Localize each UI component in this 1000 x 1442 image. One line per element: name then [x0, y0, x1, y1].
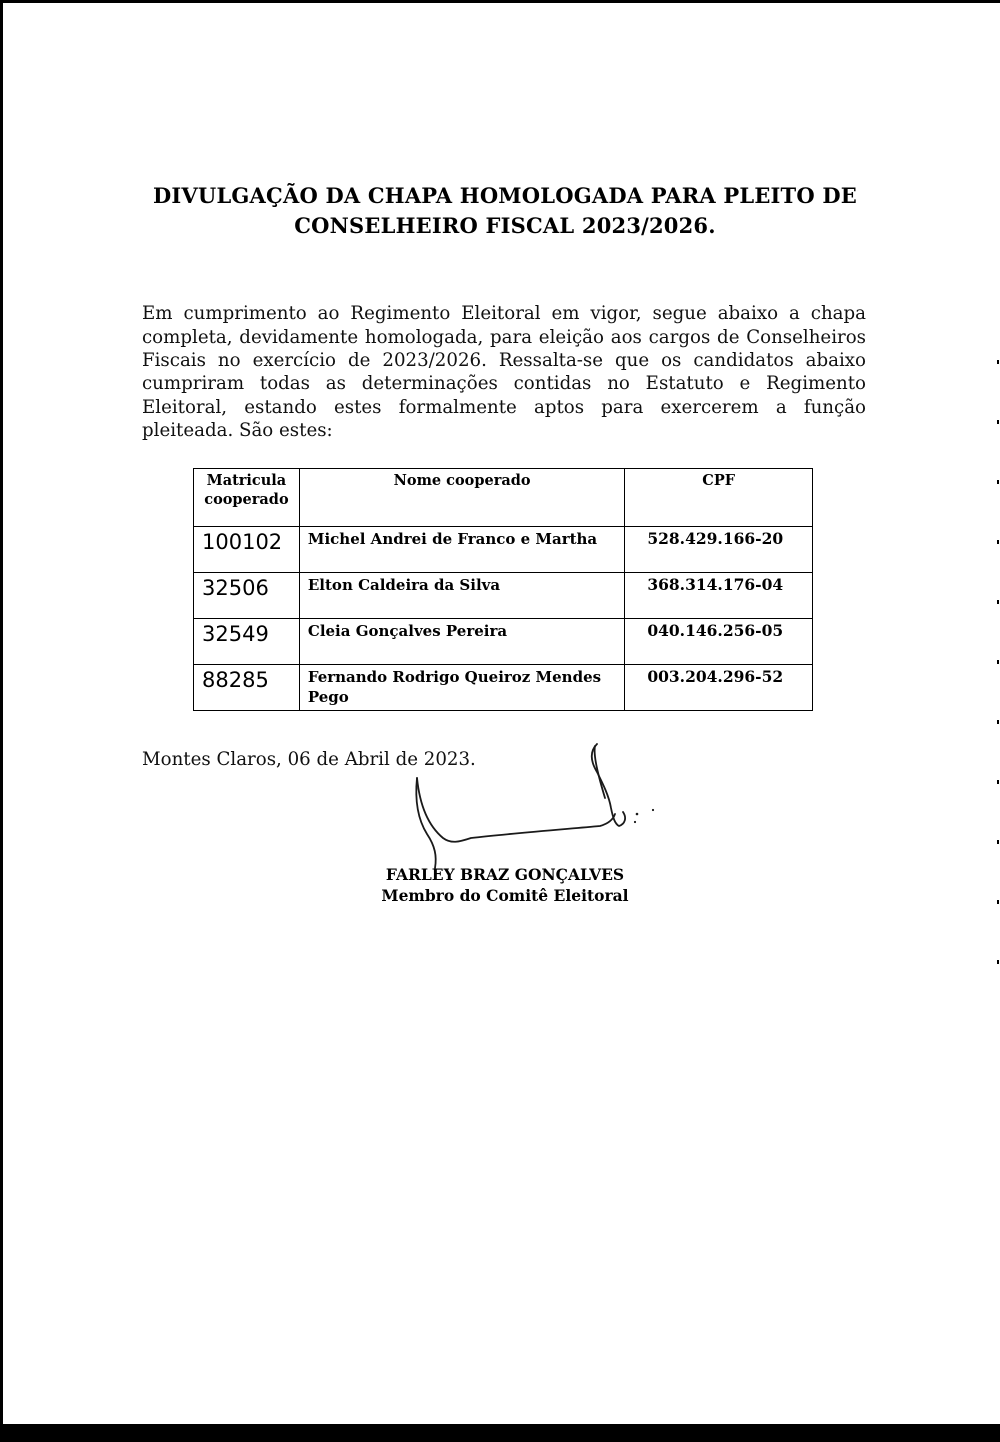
- signer-name: FARLEY BRAZ GONÇALVES: [385, 865, 625, 884]
- document-title: [120, 181, 890, 241]
- cell-cpf: 003.204.296-52: [625, 665, 813, 711]
- cell-nome: Elton Caldeira da Silva: [299, 573, 624, 619]
- table-header-row: [194, 469, 813, 527]
- header-nome: Nome cooperado: [299, 469, 624, 527]
- cell-cpf: 368.314.176-04: [625, 573, 813, 619]
- table-row: [194, 573, 813, 619]
- cell-matricula: 32549: [194, 619, 300, 665]
- cell-cpf: 528.429.166-20: [625, 527, 813, 573]
- cell-cpf: 040.146.256-05: [625, 619, 813, 665]
- cell-matricula: 32506: [194, 573, 300, 619]
- candidates-table: [193, 468, 813, 711]
- header-matricula: Matricula cooperado: [194, 469, 300, 527]
- cell-matricula: 88285: [194, 665, 300, 711]
- signer-block: [340, 864, 670, 906]
- handwritten-signature: [405, 738, 675, 878]
- document-body-paragraph: Em cumprimento ao Regimento Eleitoral em vigor, segue abaixo a chapa completa, devidamente homologada, para eleição aos cargos de Conselheiros Fiscais no exercício de 2023/2026. Ressalta-se que os candidatos abaixo cumpriram todas as determinações contidas no Estatuto e Regimento Eleitoral, estando estes formalmente aptos para exercerem a função pleiteada. São estes:: [142, 303, 866, 442]
- scan-border-left: [0, 0, 3, 1442]
- document-title-line-1: DIVULGAÇÃO DA CHAPA HOMOLOGADA PARA PLEITO DE: [153, 183, 857, 208]
- table-row: [194, 619, 813, 665]
- cell-nome: Cleia Gonçalves Pereira: [299, 619, 624, 665]
- document-title-line-2: CONSELHEIRO FISCAL 2023/2026.: [294, 213, 716, 238]
- scan-border-top: [0, 0, 1000, 3]
- signer-role: Membro do Comitê Eleitoral: [381, 886, 629, 905]
- cell-matricula: 100102: [194, 527, 300, 573]
- table-row: [194, 665, 813, 711]
- table-row: [194, 527, 813, 573]
- scan-border-bottom: [0, 1424, 1000, 1442]
- header-cpf: CPF: [625, 469, 813, 527]
- cell-nome: Michel Andrei de Franco e Martha: [299, 527, 624, 573]
- place-and-date: Montes Claros, 06 de Abril de 2023.: [142, 749, 476, 770]
- cell-nome: Fernando Rodrigo Queiroz Mendes Pego: [299, 665, 624, 711]
- scan-specks-right: [997, 360, 999, 980]
